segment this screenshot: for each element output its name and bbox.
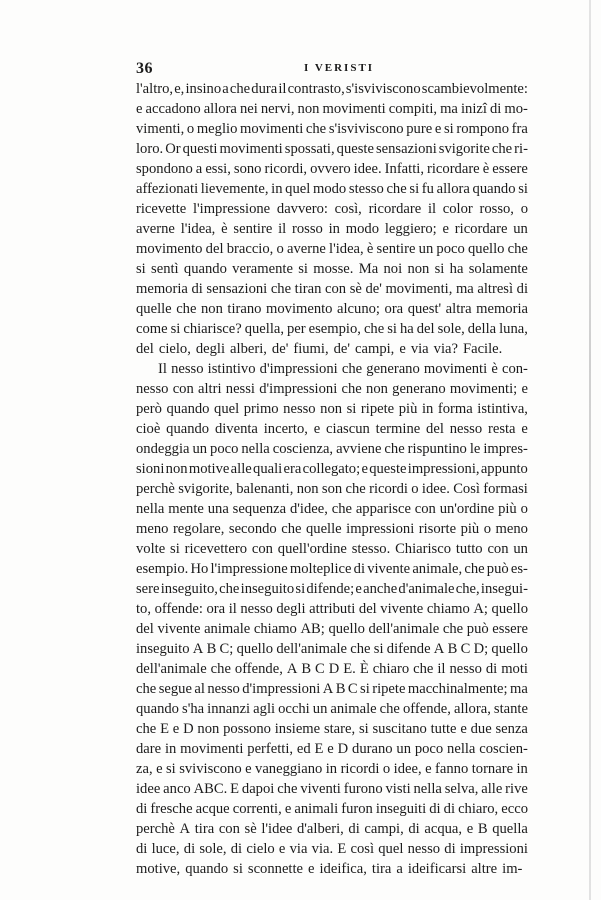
text-line: nella mente una sequenza d'idee, che apparisce con un'ordine più o [136, 501, 528, 517]
page-number: 36 [136, 60, 153, 77]
text-line: inseguito A B C; quello dell'animale che si difende A B C D; quello [136, 641, 528, 657]
text-line: quelle che non tirano movimento alcuno; ora quest' altra memoria [136, 301, 528, 317]
text-line: meno regolare, secondo che quelle impressioni risorte più o meno [136, 521, 528, 537]
text-line: l'altro, e, insino a che dura il contrasto, s'isviviscono scambievolmente: [136, 81, 528, 97]
text-line: e accadono allora nei nervi, non movimenti compiti, ma inizî di mo- [136, 101, 528, 117]
text-line: spondono a essi, sono ricordi, ovvero idee. Infatti, ricordare è essere [136, 161, 528, 177]
page-edge [589, 0, 591, 900]
text-line: perchè A tira con sè l'idee d'alberi, di campi, di acqua, e B quella [136, 821, 528, 837]
text-line: idee anco ABC. E dapoi che viventi furono visti nella selva, alle rive [136, 781, 528, 797]
text-line: loro. Or questi movimenti spossati, queste sensazioni svigorite che ri- [136, 141, 528, 157]
text-line: cioè quando diventa incerto, e ciascun termine del nesso resta e [136, 421, 528, 437]
text-line: affezionati lievemente, in quel modo stesso che si fu allora quando si [136, 181, 528, 197]
text-line: che segue al nesso d'impressioni A B C si ripete macchinalmente; ma [136, 681, 528, 697]
text-line: dell'animale che offende, A B C D E. È chiaro che il nesso di moti [136, 661, 528, 677]
text-line: nesso con altri nessi d'impressioni che non generano movimenti; e [136, 381, 528, 397]
text-line: perchè svigorite, balenanti, non son che ricordi o idee. Così formasi [136, 481, 528, 497]
text-line: esempio. Ho l'impressione molteplice di vivente animale, che può es- [136, 561, 528, 577]
text-line: del cielo, degli alberi, de' fiumi, de' campi, e via via? Facile. [136, 341, 503, 357]
text-line: del vivente animale chiamo AB; quello dell'animale che può essere [136, 621, 528, 637]
text-line: memoria di sensazioni che tiran con sè de' movimenti, ma altresì di [136, 281, 528, 297]
text-line: movimento del braccio, o averne l'idea, è sentire un poco quello che [136, 241, 528, 257]
text-line: vimenti, o meglio movimenti che s'isviviscono pure e si rompono fra [136, 121, 528, 137]
text-line: quando s'ha innanzi agli occhi un animale che offende, allora, stante [136, 701, 528, 717]
text-line: ondeggia un poco nella coscienza, avviene che rispuntino le impres- [136, 441, 528, 457]
text-line: che E e D non possono insieme stare, si suscitano tutte e due senza [136, 721, 528, 737]
text-line: to, offende: ora il nesso degli attributi del vivente chiamo A; quello [136, 601, 528, 617]
text-line: ricevette l'impressione davvero: così, ricordare il color rosso, o [136, 201, 528, 217]
text-line: averne l'idea, è sentire il rosso in modo leggiero; e ricordare un [136, 221, 528, 237]
text-line: sere inseguito, che inseguito si difende; e anche d'animale che, insegui- [136, 581, 528, 597]
text-line: di fresche acque correnti, e animali furon inseguiti di di chiaro, ecco [136, 801, 528, 817]
body-text [136, 79, 528, 879]
text-line: sioni non motive alle quali era collegato; e queste impressioni, appunto [136, 461, 528, 477]
text-line: volte si ricevettero con quell'ordine stesso. Chiarisco tutto con un [136, 541, 528, 557]
text-line: di luce, di sole, di cielo e via via. E così quel nesso di impressioni [136, 841, 528, 857]
text-line: dare in movimenti perfetti, ed E e D durano un poco nella coscien- [136, 741, 528, 757]
text-line: però quando quel primo nesso non si ripete più in forma istintiva, [136, 401, 528, 417]
text-line: za, e si sviviscono e vaneggiano in ricordi o idee, e fanno tornare in [136, 761, 528, 777]
text-line: Il nesso istintivo d'impressioni che generano movimenti è con- [158, 361, 528, 377]
text-line: motive, quando si sconnette e ideifica, tira a ideificarsi altre im- [136, 861, 523, 877]
text-line: si sentì quando veramente si mosse. Ma noi non si ha solamente [136, 261, 528, 277]
running-title: I VERISTI [304, 62, 375, 74]
text-line: come si chiarisce? quella, per esempio, che si ha del sole, della luna, [136, 321, 528, 337]
